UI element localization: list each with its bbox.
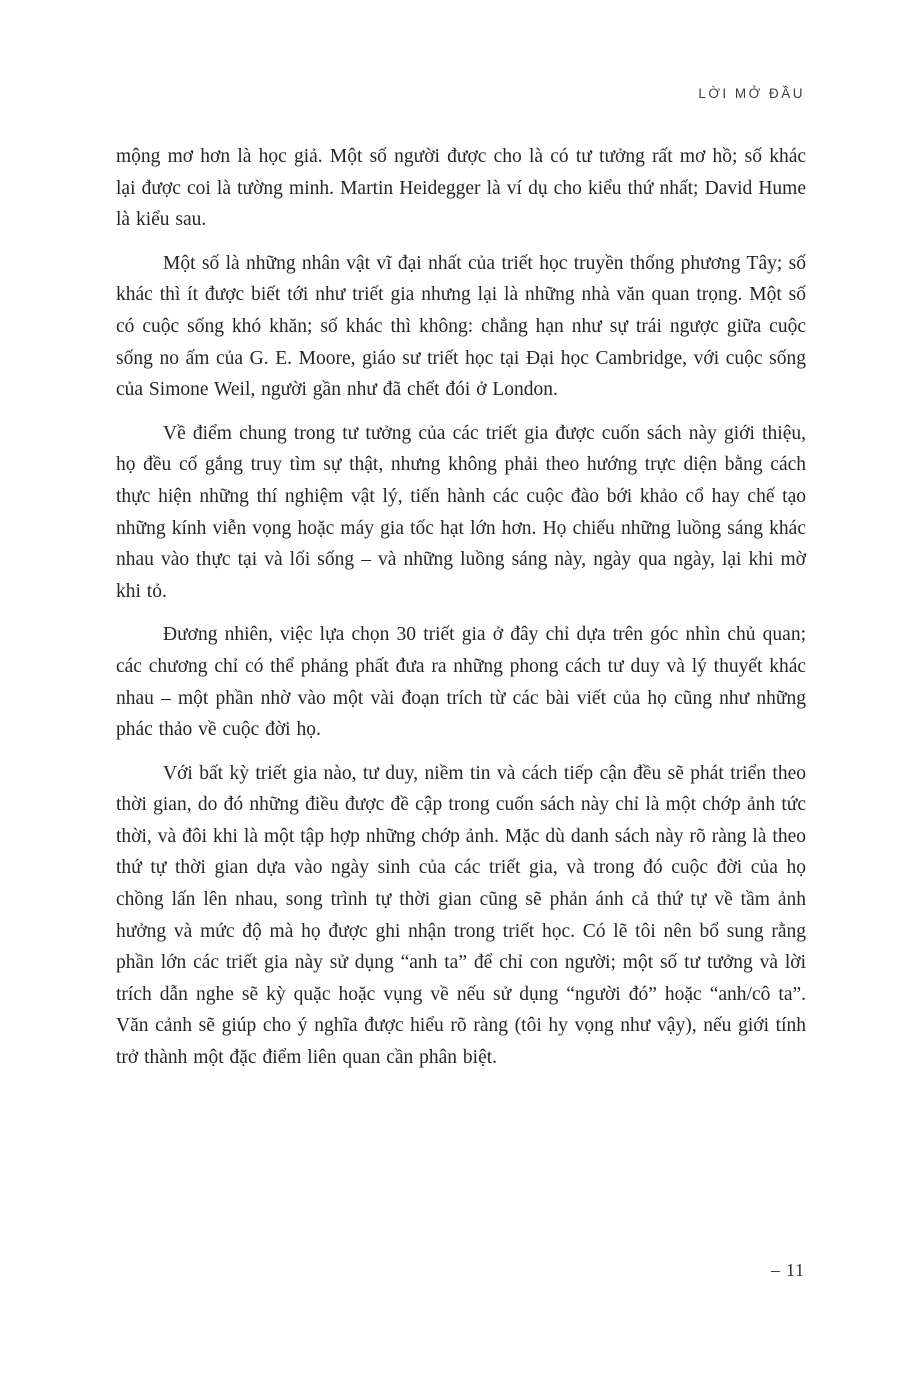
body-text [116,141,806,1086]
paragraph: Một số là những nhân vật vĩ đại nhất của triết học truyền thống phương Tây; số khác thì ít được biết tới như triết gia nhưng lại là những nhà văn quan trọng. Một số có cuộc sống khó khăn; số khác thì không: chẳng hạn như sự trái ngược giữa cuộc sống no ấm của G. E. Moore, giáo sư triết học tại Đại học Cambridge, với cuộc sống của Simone Weil, người gần như đã chết đói ở London. [116,252,806,401]
paragraph: Về điểm chung trong tư tưởng của các triết gia được cuốn sách này giới thiệu, họ đều cố gắng truy tìm sự thật, nhưng không phải theo hướng trực diện bằng cách thực hiện những thí nghiệm vật lý, tiến hành các cuộc đào bới khảo cổ hay chế tạo những kính viễn vọng hoặc máy gia tốc hạt lớn hơn. Họ chiếu những luồng sáng khác nhau vào thực tại và lối sống – và những luồng sáng này, ngày qua ngày, lại khi mờ khi tỏ. [116,422,806,602]
paragraph: Đương nhiên, việc lựa chọn 30 triết gia ở đây chỉ dựa trên góc nhìn chủ quan; các chương chỉ có thể phảng phất đưa ra những phong cách tư duy và lý thuyết khác nhau – một phần nhờ vào một vài đoạn trích từ các bài viết của họ cũng như những phác thảo về cuộc đời họ. [116,624,806,741]
paragraph: Với bất kỳ triết gia nào, tư duy, niềm tin và cách tiếp cận đều sẽ phát triển theo thời gian, do đó những điều được đề cập trong cuốn sách này chỉ là một chớp ảnh tức thời, và đôi khi là một tập hợp những chớp ảnh. Mặc dù danh sách này rõ ràng là theo thứ tự thời gian dựa vào ngày sinh của các triết gia, và trong đó cuộc đời của họ chồng lấn lên nhau, song trình tự thời gian cũng sẽ phản ánh cả thứ tự về tầm ảnh hưởng và mức độ mà họ được ghi nhận trong triết học. Có lẽ tôi nên bổ sung rằng phần lớn các triết gia này sử dụng “anh ta” để chỉ con người; một số tư tưởng và lời trích dẫn nghe sẽ kỳ quặc hoặc vụng về nếu sử dụng “người đó” hoặc “anh/cô ta”. Văn cảnh sẽ giúp cho ý nghĩa được hiểu rõ ràng (tôi hy vọng như vậy), nếu giới tính trở thành một đặc điểm liên quan cần phân biệt. [116,762,806,1069]
paragraph: mộng mơ hơn là học giả. Một số người được cho là có tư tưởng rất mơ hồ; số khác lại được coi là tường minh. Martin Heidegger là ví dụ cho kiểu thứ nhất; David Hume là kiểu sau. [116,146,806,231]
running-head: LỜI MỞ ĐẦU [698,86,805,101]
page-number: – 11 [771,1260,805,1280]
